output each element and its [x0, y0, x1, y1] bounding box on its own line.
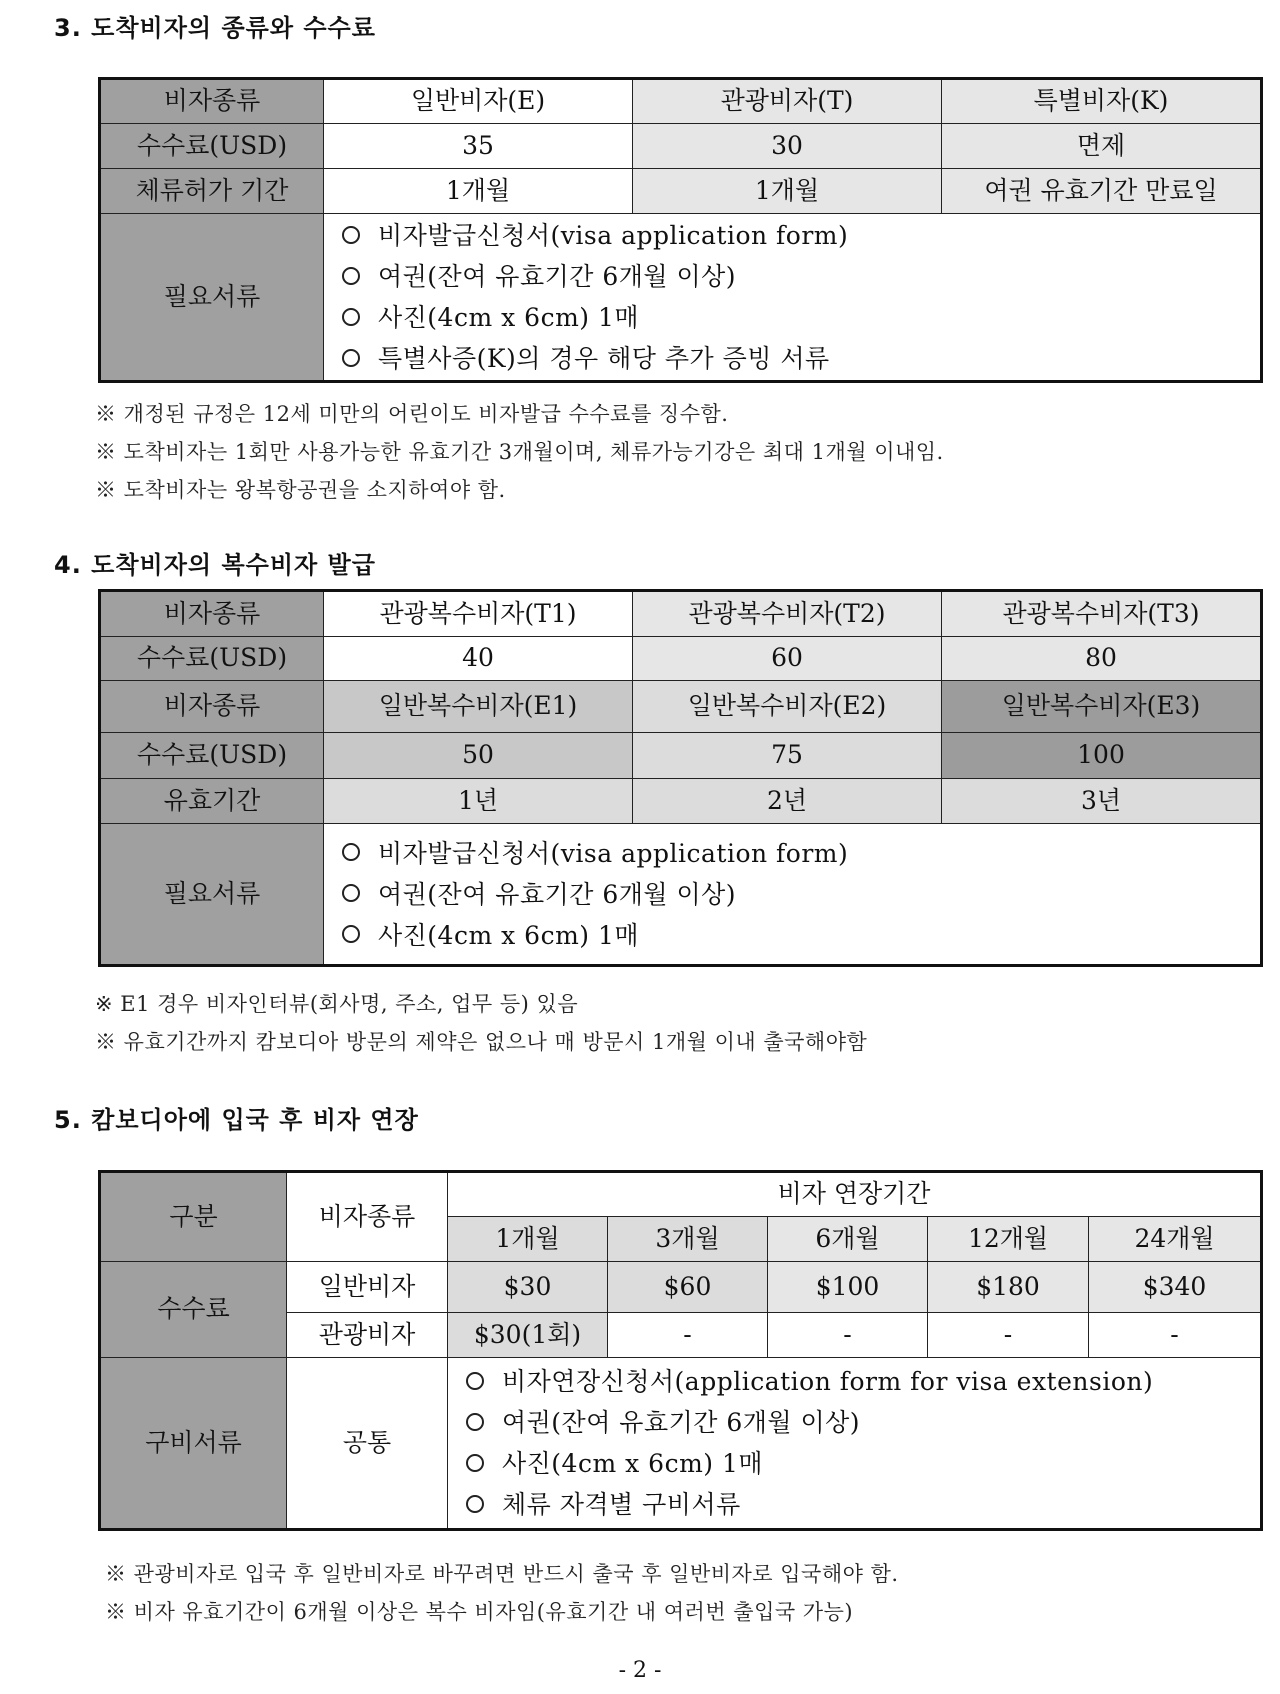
header-row — [100, 1172, 1262, 1217]
section-5-title: 5. 캄보디아에 입국 후 비자 연장 — [54, 1106, 419, 1134]
note: ※ 도착비자는 왕복항공권을 소지하여야 함. — [95, 478, 506, 502]
note: ※ 비자 유효기간이 6개월 이상은 복수 비자임(유효기간 내 여러번 출입국 가능) — [105, 1600, 854, 1624]
circle-bullet-icon — [342, 884, 360, 902]
visa-type-cell: 일반복수비자(E2) — [633, 681, 942, 733]
arrival-visa-table — [98, 77, 1263, 383]
stay-cell: 여권 유효기간 만료일 — [942, 169, 1262, 214]
documents-cell — [448, 1358, 1262, 1530]
docs-visa-type: 공통 — [287, 1358, 448, 1530]
note: ※ 관광비자로 입국 후 일반비자로 바꾸려면 반드시 출국 후 일반비자로 입국해야 함. — [105, 1562, 899, 1586]
tourist-fee-row — [100, 637, 1262, 681]
visa-type-cell: 관광비자 — [287, 1313, 448, 1358]
row-label: 필요서류 — [100, 214, 324, 382]
section-5-notes — [105, 1555, 899, 1631]
fee-cell: 100 — [942, 733, 1262, 779]
document-item: 체류 자격별 구비서류 — [466, 1484, 1260, 1525]
fee-cell: 60 — [633, 637, 942, 681]
document-item: 비자발급신청서(visa application form) — [342, 833, 1260, 874]
note: ※ 유효기간까지 캄보디아 방문의 제약은 없으나 매 방문시 1개월 이내 출국해야함 — [95, 1030, 868, 1054]
fee-cell: 35 — [324, 124, 633, 169]
row-label: 비자종류 — [100, 591, 324, 637]
circle-bullet-icon — [466, 1495, 484, 1513]
note: ※ 도착비자는 1회만 사용가능한 유효기간 3개월이며, 체류가능기강은 최대 1개월 이내임. — [95, 440, 944, 464]
circle-bullet-icon — [342, 925, 360, 943]
circle-bullet-icon — [466, 1413, 484, 1431]
document-item: 사진(4cm x 6cm) 1매 — [342, 297, 1260, 338]
tourist-type-row — [100, 591, 1262, 637]
fee-cell: 80 — [942, 637, 1262, 681]
visa-type-cell: 특별비자(K) — [942, 79, 1262, 124]
fee-cell: - — [768, 1313, 928, 1358]
document-item: 사진(4cm x 6cm) 1매 — [342, 915, 1260, 956]
section-3-title: 3. 도착비자의 종류와 수수료 — [54, 14, 376, 42]
section-4-title: 4. 도착비자의 복수비자 발급 — [54, 551, 376, 579]
visa-type-cell: 관광비자(T) — [633, 79, 942, 124]
document-item: 특별사증(K)의 경우 해당 추가 증빙 서류 — [342, 338, 1260, 379]
visa-type-row — [100, 79, 1262, 124]
note: ※ E1 경우 비자인터뷰(회사명, 주소, 업무 등) 있음 — [95, 992, 579, 1016]
multiple-visa-table — [98, 589, 1263, 967]
circle-bullet-icon — [342, 349, 360, 367]
extension-period-header: 비자 연장기간 — [448, 1172, 1262, 1217]
visa-type-cell: 일반복수비자(E1) — [324, 681, 633, 733]
stay-cell: 1개월 — [324, 169, 633, 214]
circle-bullet-icon — [342, 226, 360, 244]
documents-row — [100, 1358, 1262, 1530]
fee-cell: $30 — [448, 1262, 608, 1313]
row-label: 체류허가 기간 — [100, 169, 324, 214]
row-label: 유효기간 — [100, 779, 324, 824]
visa-type-cell: 관광복수비자(T2) — [633, 591, 942, 637]
document-item: 비자연장신청서(application form for visa extension) — [466, 1361, 1260, 1402]
validity-cell: 3년 — [942, 779, 1262, 824]
documents-row — [100, 214, 1262, 382]
business-type-row — [100, 681, 1262, 733]
fee-cell: $30(1회) — [448, 1313, 608, 1358]
fee-cell: - — [1089, 1313, 1262, 1358]
period-header: 3개월 — [608, 1217, 768, 1262]
fee-cell: 면제 — [942, 124, 1262, 169]
document-item: 사진(4cm x 6cm) 1매 — [466, 1443, 1260, 1484]
visa-type-header: 비자종류 — [287, 1172, 448, 1262]
circle-bullet-icon — [342, 267, 360, 285]
row-label: 수수료(USD) — [100, 637, 324, 681]
visa-type-cell: 일반비자(E) — [324, 79, 633, 124]
fee-cell: 50 — [324, 733, 633, 779]
fee-cell: 40 — [324, 637, 633, 681]
fee-cell: - — [608, 1313, 768, 1358]
fee-cell: - — [928, 1313, 1089, 1358]
fee-row — [100, 124, 1262, 169]
stay-cell: 1개월 — [633, 169, 942, 214]
docs-label: 구비서류 — [100, 1358, 287, 1530]
validity-cell: 1년 — [324, 779, 633, 824]
circle-bullet-icon — [466, 1372, 484, 1390]
circle-bullet-icon — [466, 1454, 484, 1472]
documents-cell — [324, 824, 1262, 966]
visa-type-cell: 관광복수비자(T3) — [942, 591, 1262, 637]
section-4-notes — [95, 985, 867, 1061]
general-fee-row — [100, 1262, 1262, 1313]
fee-cell: $180 — [928, 1262, 1089, 1313]
document-item: 여권(잔여 유효기간 6개월 이상) — [466, 1402, 1260, 1443]
period-header: 24개월 — [1089, 1217, 1262, 1262]
visa-type-cell: 관광복수비자(T1) — [324, 591, 633, 637]
row-label: 비자종류 — [100, 681, 324, 733]
visa-type-cell: 일반비자 — [287, 1262, 448, 1313]
fee-cell: $60 — [608, 1262, 768, 1313]
row-label: 수수료(USD) — [100, 733, 324, 779]
document-item: 여권(잔여 유효기간 6개월 이상) — [342, 874, 1260, 915]
visa-extension-table — [98, 1170, 1263, 1531]
circle-bullet-icon — [342, 308, 360, 326]
validity-row — [100, 779, 1262, 824]
section-3-notes — [95, 395, 944, 509]
document-item: 여권(잔여 유효기간 6개월 이상) — [342, 256, 1260, 297]
row-label: 수수료(USD) — [100, 124, 324, 169]
documents-cell — [324, 214, 1262, 382]
note: ※ 개정된 규정은 12세 미만의 어린이도 비자발급 수수료를 징수함. — [95, 402, 729, 426]
period-header: 6개월 — [768, 1217, 928, 1262]
fee-label: 수수료 — [100, 1262, 287, 1358]
business-fee-row — [100, 733, 1262, 779]
fee-cell: 75 — [633, 733, 942, 779]
fee-cell: 30 — [633, 124, 942, 169]
row-label: 비자종류 — [100, 79, 324, 124]
period-header: 1개월 — [448, 1217, 608, 1262]
fee-cell: $100 — [768, 1262, 928, 1313]
visa-type-cell: 일반복수비자(E3) — [942, 681, 1262, 733]
circle-bullet-icon — [342, 843, 360, 861]
fee-cell: $340 — [1089, 1262, 1262, 1313]
documents-row — [100, 824, 1262, 966]
page-number: - 2 - — [618, 1658, 662, 1683]
category-header: 구분 — [100, 1172, 287, 1262]
document-item: 비자발급신청서(visa application form) — [342, 215, 1260, 256]
validity-cell: 2년 — [633, 779, 942, 824]
row-label: 필요서류 — [100, 824, 324, 966]
period-header: 12개월 — [928, 1217, 1089, 1262]
stay-period-row — [100, 169, 1262, 214]
